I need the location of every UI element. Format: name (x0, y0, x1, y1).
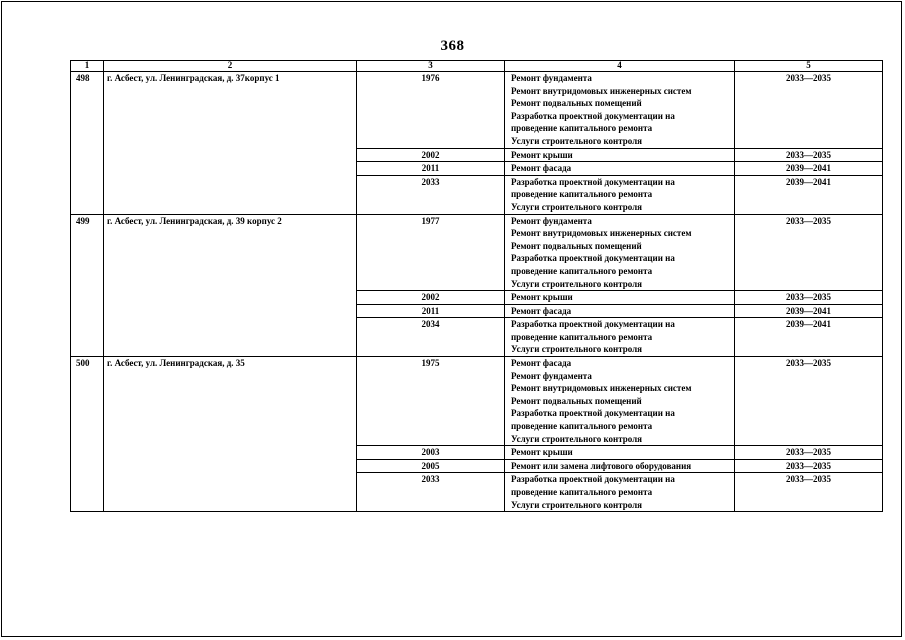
period-cell: 2039—2041 (735, 162, 883, 176)
work-item: Ремонт фасада (511, 305, 572, 316)
work-item: Услуги строительного контроля (511, 201, 643, 212)
work-item: Ремонт крыши (511, 292, 573, 303)
building-address: г. Асбест, ул. Ленинградская, д. 35 (104, 357, 357, 512)
repair-schedule-table (70, 60, 883, 512)
page-number: 368 (440, 38, 465, 54)
work-item: Ремонт крыши (511, 447, 573, 458)
works-cell (505, 357, 735, 446)
work-item: Ремонт подвальных помещений (511, 395, 642, 406)
work-item: Ремонт подвальных помещений (511, 240, 642, 251)
work-item: Ремонт или замена лифтового оборудования (511, 460, 692, 471)
works-cell (505, 72, 735, 149)
work-item: Разработка проектной документации на (511, 319, 675, 330)
work-item: Услуги строительного контроля (511, 433, 643, 444)
period-cell: 2033—2035 (735, 446, 883, 460)
period-cell: 2033—2035 (735, 72, 883, 149)
year-cell: 1975 (357, 357, 505, 446)
table-row (71, 357, 883, 446)
year-cell: 2011 (357, 162, 505, 176)
work-item: Ремонт фасада (511, 358, 572, 369)
year-cell: 2002 (357, 148, 505, 162)
year-cell: 2011 (357, 304, 505, 318)
header-col-2: 2 (104, 61, 357, 72)
works-cell (505, 473, 735, 512)
building-number: 500 (71, 357, 104, 512)
period-cell: 2033—2035 (735, 291, 883, 305)
works-cell (505, 175, 735, 214)
work-item: Ремонт подвальных помещений (511, 98, 642, 109)
header-col-4: 4 (505, 61, 735, 72)
works-cell (505, 214, 735, 291)
work-item: Разработка проектной документации на (511, 474, 675, 485)
header-col-5: 5 (735, 61, 883, 72)
work-item: Ремонт внутридомовых инженерных систем (511, 85, 692, 96)
work-item: Ремонт фундамента (511, 73, 592, 83)
header-col-3: 3 (357, 61, 505, 72)
year-cell: 2005 (357, 459, 505, 473)
period-cell: 2033—2035 (735, 148, 883, 162)
works-cell (505, 446, 735, 460)
year-cell: 2033 (357, 473, 505, 512)
period-cell: 2033—2035 (735, 459, 883, 473)
work-item: проведение капитального ремонта (511, 265, 653, 276)
table-header (71, 61, 883, 72)
table-row (71, 214, 883, 291)
work-item: Ремонт фундамента (511, 215, 592, 226)
building-address: г. Асбест, ул. Ленинградская, д. 37корпус 1 (104, 72, 357, 215)
table-row (71, 72, 883, 149)
work-item: Ремонт крыши (511, 149, 573, 160)
work-item: Услуги строительного контроля (511, 499, 643, 510)
header-col-1: 1 (71, 61, 104, 72)
period-cell: 2039—2041 (735, 318, 883, 357)
building-address: г. Асбест, ул. Ленинградская, д. 39 корпус 2 (104, 214, 357, 357)
work-item: Ремонт внутридомовых инженерных систем (511, 228, 692, 239)
work-item: Услуги строительного контроля (511, 278, 643, 289)
work-item: проведение капитального ремонта (511, 189, 653, 200)
works-cell (505, 304, 735, 318)
work-item: Ремонт фасада (511, 163, 572, 174)
year-cell: 1977 (357, 214, 505, 291)
header-row (71, 61, 883, 72)
works-cell (505, 148, 735, 162)
year-cell: 2003 (357, 446, 505, 460)
building-number: 499 (71, 214, 104, 357)
table-body (71, 72, 883, 512)
work-item: Разработка проектной документации на (511, 253, 675, 264)
building-number: 498 (71, 72, 104, 215)
year-cell: 2034 (357, 318, 505, 357)
year-cell: 2033 (357, 175, 505, 214)
works-cell (505, 291, 735, 305)
work-item: проведение капитального ремонта (511, 123, 653, 134)
work-item: Разработка проектной документации на (511, 408, 675, 419)
year-cell: 1976 (357, 72, 505, 149)
work-item: Ремонт фундамента (511, 370, 592, 381)
work-item: Ремонт внутридомовых инженерных систем (511, 383, 692, 394)
period-cell: 2039—2041 (735, 175, 883, 214)
period-cell: 2033—2035 (735, 214, 883, 291)
works-cell (505, 162, 735, 176)
work-item: проведение капитального ремонта (511, 331, 653, 342)
work-item: Услуги строительного контроля (511, 135, 643, 146)
work-item: проведение капитального ремонта (511, 487, 653, 497)
period-cell: 2033—2035 (735, 473, 883, 512)
work-item: Разработка проектной документации на (511, 176, 675, 187)
work-item: Разработка проектной документации на (511, 110, 675, 121)
works-cell (505, 318, 735, 357)
year-cell: 2002 (357, 291, 505, 305)
work-item: Услуги строительного контроля (511, 344, 643, 355)
period-cell: 2039—2041 (735, 304, 883, 318)
works-cell (505, 459, 735, 473)
work-item: проведение капитального ремонта (511, 421, 653, 432)
period-cell: 2033—2035 (735, 357, 883, 446)
